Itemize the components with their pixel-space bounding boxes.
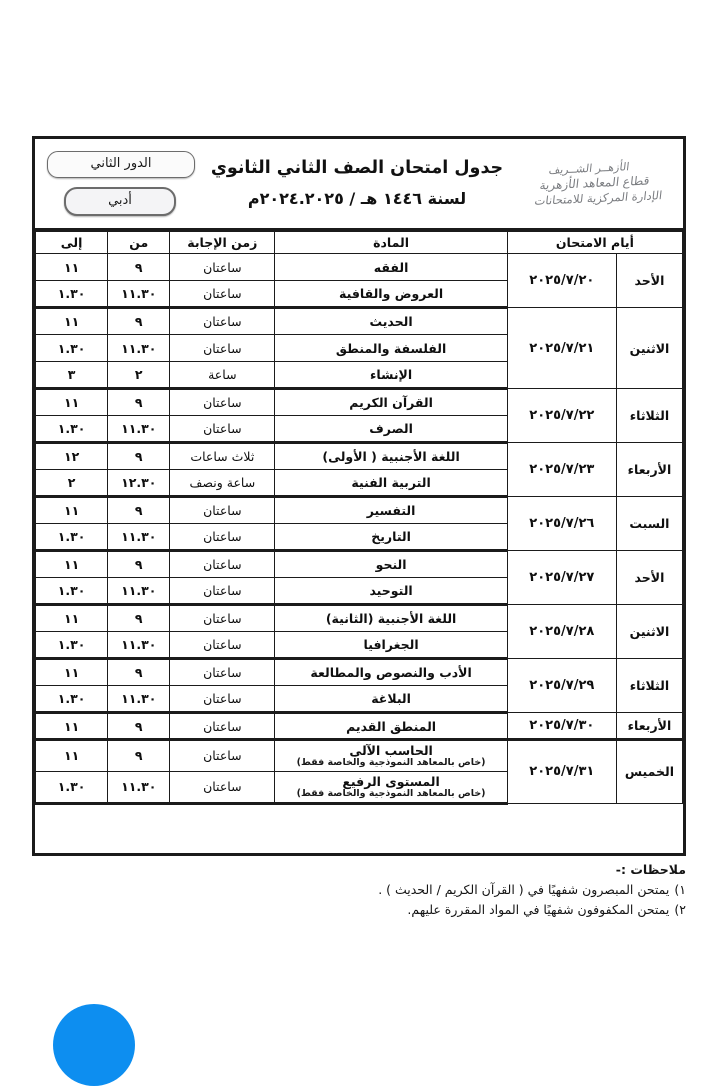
column-header-from: من <box>108 232 170 254</box>
cell-to: ١.٣٠ <box>36 632 108 659</box>
subject-name: اللغة الأجنبية (الثانية) <box>325 611 457 626</box>
cell-from: ١١.٣٠ <box>108 771 170 803</box>
blue-circle-decoration <box>53 1004 135 1086</box>
cell-subject <box>275 632 507 659</box>
cell-subject <box>275 659 507 686</box>
cell-day: الأربعاء <box>616 443 682 497</box>
table-header-row <box>36 232 683 254</box>
cell-to: ٣ <box>36 362 108 389</box>
cell-date: ٢٠٢٥/٧/٢٩ <box>507 659 616 713</box>
cell-duration: ساعتان <box>170 551 275 578</box>
note-text: يمتحن المكفوفون شفهيًا في المواد المقررة عليهم. <box>407 901 670 917</box>
cell-duration: ساعتان <box>170 771 275 803</box>
letterhead-line-1: الأزهــر الشــريف <box>547 160 631 177</box>
cell-to: ١.٣٠ <box>36 335 108 362</box>
column-header-subject: المادة <box>275 232 507 254</box>
subject-name: اللغة الأجنبية ( الأولى) <box>322 449 460 464</box>
table-row <box>36 605 683 632</box>
cell-to: ١١ <box>36 659 108 686</box>
cell-day: الأربعاء <box>616 713 682 740</box>
note-number: ١) <box>674 882 686 898</box>
subject-name: التربية الفنية <box>351 475 431 490</box>
notes-list <box>38 880 686 919</box>
cell-subject <box>275 551 507 578</box>
column-header-duration: زمن الإجابة <box>170 232 275 254</box>
badge-exam-round: الدور الثاني <box>47 151 195 178</box>
cell-day: السبت <box>616 497 682 551</box>
cell-from: ١١.٣٠ <box>108 416 170 443</box>
table-row <box>36 443 683 470</box>
badge-study-track: أدبي <box>64 187 176 216</box>
cell-from: ١١.٣٠ <box>108 335 170 362</box>
cell-from: ٩ <box>108 497 170 524</box>
table-row <box>36 308 683 335</box>
cell-from: ٩ <box>108 605 170 632</box>
subject-name: القرآن الكريم <box>349 395 433 410</box>
subject-name: التفسير <box>366 503 416 518</box>
subject-name: التاريخ <box>371 529 411 544</box>
cell-to: ١١ <box>36 713 108 740</box>
exam-schedule-table <box>35 231 683 805</box>
cell-duration: ساعتان <box>170 686 275 713</box>
cell-duration: ساعتان <box>170 416 275 443</box>
cell-subject <box>275 713 507 740</box>
cell-date: ٢٠٢٥/٧/٣٠ <box>507 713 616 740</box>
subject-name: التوحيد <box>369 583 413 598</box>
cell-duration: ساعتان <box>170 335 275 362</box>
cell-subject <box>275 335 507 362</box>
page-title: جدول امتحان الصف الثاني الثانوي <box>210 157 504 178</box>
cell-subject <box>275 362 507 389</box>
letterhead-line-3: الإدارة المركزية للامتحانات <box>533 188 663 208</box>
cell-to: ١١ <box>36 497 108 524</box>
document-title-block <box>203 139 511 228</box>
document-header <box>35 139 683 231</box>
cell-subject <box>275 771 507 803</box>
cell-to: ١١ <box>36 551 108 578</box>
letterhead-line-2: قطاع المعاهد الأزهرية <box>539 173 651 193</box>
cell-subject <box>275 497 507 524</box>
subject-name: النحو <box>375 557 407 572</box>
table-row <box>36 713 683 740</box>
note-number: ٢) <box>674 901 686 917</box>
cell-date: ٢٠٢٥/٧/٢٦ <box>507 497 616 551</box>
cell-subject <box>275 389 507 416</box>
cell-duration: ساعتان <box>170 578 275 605</box>
cell-duration: ساعتان <box>170 632 275 659</box>
cell-from: ١١.٣٠ <box>108 632 170 659</box>
cell-from: ٩ <box>108 308 170 335</box>
al-azhar-letterhead <box>511 139 683 228</box>
cell-duration: ساعة ونصف <box>170 470 275 497</box>
cell-date: ٢٠٢٥/٧/٢١ <box>507 308 616 389</box>
cell-from: ٩ <box>108 389 170 416</box>
table-row <box>36 254 683 281</box>
note-item <box>38 880 686 899</box>
cell-to: ١١ <box>36 254 108 281</box>
cell-date: ٢٠٢٥/٧/٢٣ <box>507 443 616 497</box>
subject-name: الفلسفة والمنطق <box>335 340 447 356</box>
subject-name: الفقه <box>373 259 409 275</box>
cell-to: ١٢ <box>36 443 108 470</box>
cell-to: ١.٣٠ <box>36 578 108 605</box>
cell-subject <box>275 443 507 470</box>
header-badges <box>35 139 203 228</box>
cell-from: ٢ <box>108 362 170 389</box>
cell-day: الثلاثاء <box>616 389 682 443</box>
cell-subject <box>275 308 507 335</box>
cell-from: ١١.٣٠ <box>108 578 170 605</box>
note-text: يمتحن المبصرون شفهيًا في ( القرآن الكريم / الحديث ) . <box>378 882 670 898</box>
cell-from: ١٢.٣٠ <box>108 470 170 497</box>
cell-duration: ساعتان <box>170 389 275 416</box>
subject-name: الإنشاء <box>370 367 413 382</box>
cell-from: ١١.٣٠ <box>108 524 170 551</box>
cell-to: ١.٣٠ <box>36 686 108 713</box>
cell-subject <box>275 281 507 308</box>
exam-schedule-frame <box>32 136 686 856</box>
cell-from: ٩ <box>108 551 170 578</box>
table-row <box>36 551 683 578</box>
cell-duration: ساعتان <box>170 524 275 551</box>
table-row <box>36 659 683 686</box>
cell-to: ١١ <box>36 389 108 416</box>
subject-name: المنطق القديم <box>346 718 437 734</box>
cell-duration: ساعتان <box>170 281 275 308</box>
cell-date: ٢٠٢٥/٧/٢٢ <box>507 389 616 443</box>
table-row <box>36 740 683 772</box>
cell-to: ١.٣٠ <box>36 416 108 443</box>
cell-subject <box>275 416 507 443</box>
cell-to: ١١ <box>36 605 108 632</box>
cell-day: الثلاثاء <box>616 659 682 713</box>
cell-to: ١.٣٠ <box>36 524 108 551</box>
column-header-to: إلى <box>36 232 108 254</box>
cell-subject <box>275 740 507 772</box>
column-header-exam-days: أيام الامتحان <box>507 232 682 254</box>
cell-from: ٩ <box>108 713 170 740</box>
note-item <box>38 900 686 919</box>
cell-day: الخميس <box>616 740 682 804</box>
table-row <box>36 389 683 416</box>
cell-duration: ساعتان <box>170 713 275 740</box>
subject-name: العروض والقافية <box>339 286 444 301</box>
table-row <box>36 497 683 524</box>
page-subtitle: لسنة ١٤٤٦ هـ / ٢٠٢٤.٢٠٢٥م <box>247 188 467 208</box>
subject-name: الحديث <box>369 314 413 329</box>
cell-from: ٩ <box>108 740 170 772</box>
subject-name: الحاسب الآلى <box>349 743 433 758</box>
cell-day: الأحد <box>616 551 682 605</box>
cell-subject <box>275 254 507 281</box>
cell-date: ٢٠٢٥/٧/٣١ <box>507 740 616 804</box>
cell-day: الأحد <box>616 254 682 308</box>
subject-name: المستوى الرفيع <box>342 773 440 789</box>
cell-duration: ساعتان <box>170 740 275 772</box>
table-header <box>36 232 683 254</box>
cell-subject <box>275 470 507 497</box>
cell-subject <box>275 605 507 632</box>
cell-duration: ساعتان <box>170 497 275 524</box>
notes-section <box>32 860 686 919</box>
cell-date: ٢٠٢٥/٧/٢٠ <box>507 254 616 308</box>
cell-from: ٩ <box>108 659 170 686</box>
cell-from: ٩ <box>108 443 170 470</box>
cell-to: ١.٣٠ <box>36 771 108 803</box>
cell-from: ١١.٣٠ <box>108 686 170 713</box>
cell-duration: ساعة <box>170 362 275 389</box>
cell-to: ١.٣٠ <box>36 281 108 308</box>
cell-duration: ساعتان <box>170 659 275 686</box>
cell-from: ٩ <box>108 254 170 281</box>
cell-subject <box>275 524 507 551</box>
subject-note: (خاص بالمعاهد النموذجية والخاصة فقط) <box>296 787 486 799</box>
table-body <box>36 254 683 804</box>
cell-duration: ساعتان <box>170 254 275 281</box>
cell-duration: ساعتان <box>170 605 275 632</box>
cell-from: ١١.٣٠ <box>108 281 170 308</box>
cell-date: ٢٠٢٥/٧/٢٧ <box>507 551 616 605</box>
subject-name: الصرف <box>369 421 413 436</box>
subject-note: (خاص بالمعاهد النموذجية والخاصة فقط) <box>296 757 486 768</box>
cell-to: ١١ <box>36 308 108 335</box>
cell-day: الاثنين <box>616 605 682 659</box>
cell-subject <box>275 686 507 713</box>
notes-title: ملاحظات :- <box>615 862 686 877</box>
subject-name: البلاغة <box>371 691 411 706</box>
cell-date: ٢٠٢٥/٧/٢٨ <box>507 605 616 659</box>
cell-duration: ثلاث ساعات <box>170 443 275 470</box>
cell-duration: ساعتان <box>170 308 275 335</box>
cell-subject <box>275 578 507 605</box>
cell-to: ١١ <box>36 740 108 772</box>
subject-name: الجغرافيا <box>363 637 419 652</box>
cell-to: ٢ <box>36 470 108 497</box>
subject-name: الأدب والنصوص والمطالعة <box>310 665 472 680</box>
cell-day: الاثنين <box>616 308 682 389</box>
